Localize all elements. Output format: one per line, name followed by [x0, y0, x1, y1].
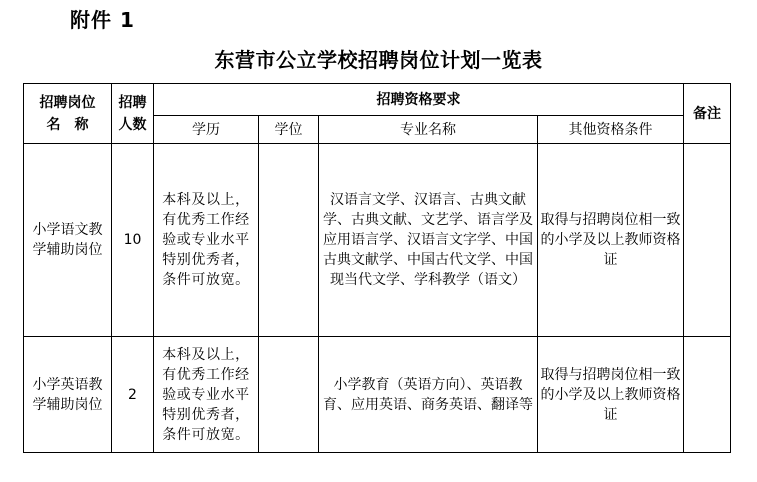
header-position-line2: 名 称	[46, 116, 89, 133]
header-education: 学历	[154, 116, 259, 144]
table-row	[24, 337, 731, 453]
cell-degree	[259, 337, 319, 453]
annex-label: 附件 1	[70, 8, 135, 32]
header-row-top	[24, 84, 731, 116]
cell-education: 本科及以上，有优秀工作经验或专业水平特别优秀者，条件可放宽。	[154, 337, 259, 453]
header-count-line1: 招聘	[118, 94, 147, 111]
cell-other: 取得与招聘岗位相一致的小学及以上教师资格证	[538, 144, 684, 337]
cell-position: 小学英语教学辅助岗位	[24, 337, 112, 453]
header-remarks: 备注	[684, 84, 731, 144]
cell-degree	[259, 144, 319, 337]
cell-count: 2	[112, 337, 154, 453]
cell-position: 小学语文教学辅助岗位	[24, 144, 112, 337]
recruitment-plan-table	[23, 83, 731, 453]
page-title: 东营市公立学校招聘岗位计划一览表	[214, 48, 543, 72]
header-requirements: 招聘资格要求	[154, 84, 684, 116]
header-other: 其他资格条件	[538, 116, 684, 144]
cell-major: 小学教育（英语方向）、英语教育、应用英语、商务英语、翻译等	[319, 337, 538, 453]
header-degree: 学位	[259, 116, 319, 144]
header-count-line2: 人数	[118, 116, 147, 133]
header-position	[24, 84, 112, 144]
cell-other: 取得与招聘岗位相一致的小学及以上教师资格证	[538, 337, 684, 453]
header-position-line1: 招聘岗位	[39, 94, 96, 111]
cell-count: 10	[112, 144, 154, 337]
header-count	[112, 84, 154, 144]
cell-major: 汉语言文学、汉语言、古典文献学、古典文献、文艺学、语言学及应用语言学、汉语言文字学、中国古典文献学、中国古代文学、中国现当代文学、学科教学（语文）	[319, 144, 538, 337]
table-row	[24, 144, 731, 337]
cell-remarks	[684, 337, 731, 453]
cell-remarks	[684, 144, 731, 337]
header-major: 专业名称	[319, 116, 538, 144]
cell-education: 本科及以上，有优秀工作经验或专业水平特别优秀者，条件可放宽。	[154, 144, 259, 337]
